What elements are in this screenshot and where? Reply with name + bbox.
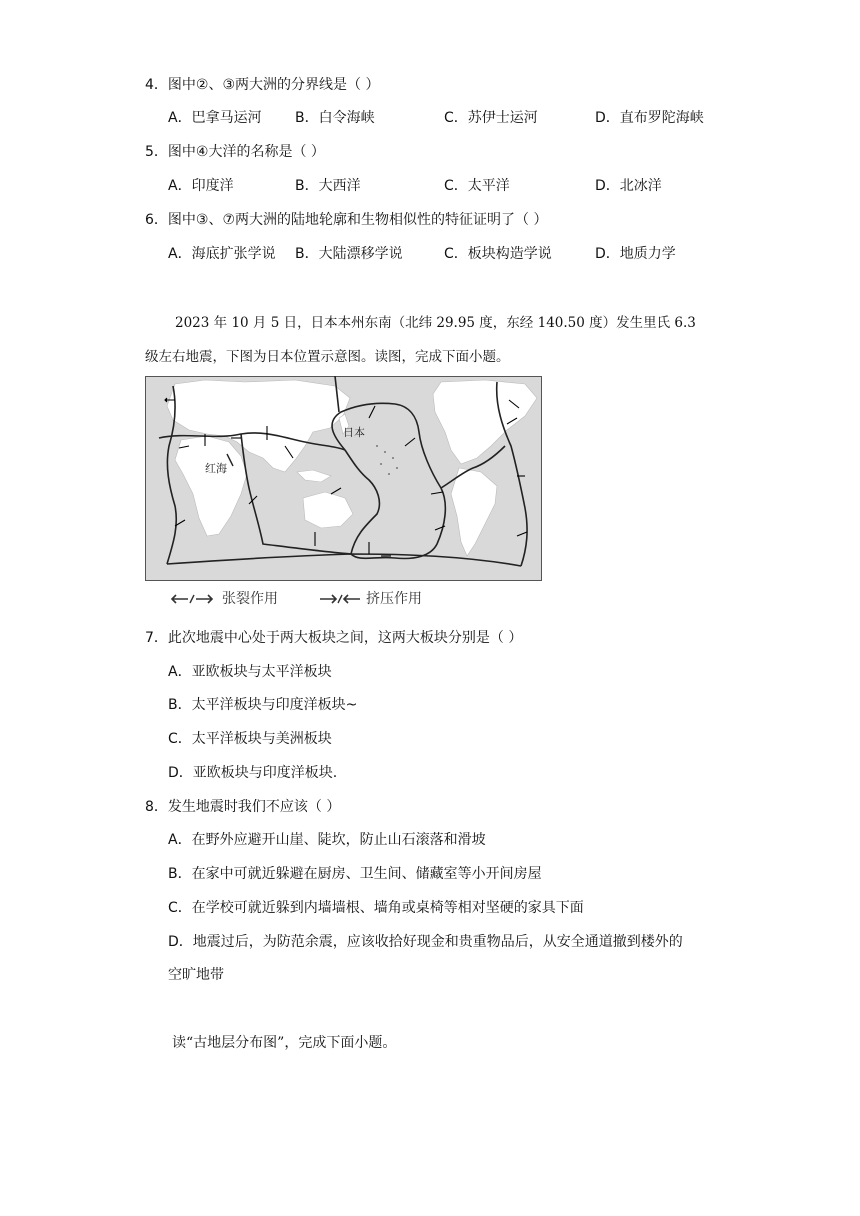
question-6-stem: 6．图中③、⑦两大洲的陆地轮廓和生物相似性的特征证明了（ ） bbox=[145, 212, 548, 228]
map-label-red-sea: 红海 bbox=[205, 463, 227, 475]
intro-line-1: 2023 年 10 月 5 日，日本本州东南（北纬 29.95 度，东经 140.50 度）发生里氏 6.3 bbox=[175, 315, 696, 331]
q8-option-c: C．在学校可就近躲到内墙墙根、墙角或桌椅等相对坚硬的家具下面 bbox=[168, 900, 584, 916]
outro-instruction: 读“古地层分布图”，完成下面小题。 bbox=[172, 1035, 397, 1051]
q4-option-b: B．白令海峡 bbox=[295, 110, 375, 126]
question-8-stem: 8．发生地震时我们不应该（ ） bbox=[145, 799, 341, 815]
question-5-stem: 5．图中④大洋的名称是（ ） bbox=[145, 144, 325, 160]
q5-option-a: A．印度洋 bbox=[168, 178, 234, 194]
legend-compress-label: 挤压作用 bbox=[366, 591, 422, 607]
legend-compress-icon bbox=[318, 591, 362, 607]
legend-rift-icon bbox=[170, 591, 214, 607]
q8-option-d-continued: 空旷地带 bbox=[168, 967, 224, 983]
q7-option-a: A．亚欧板块与太平洋板块 bbox=[168, 664, 332, 680]
q7-option-c: C．太平洋板块与美洲板块 bbox=[168, 731, 332, 747]
q5-option-c: C．太平洋 bbox=[444, 178, 510, 194]
q6-option-d: D．地质力学 bbox=[595, 246, 676, 262]
q8-option-b: B．在家中可就近躲避在厨房、卫生间、储藏室等小开间房屋 bbox=[168, 866, 542, 882]
q7-option-b: B．太平洋板块与印度洋板块~ bbox=[168, 697, 358, 713]
q4-option-a: A．巴拿马运河 bbox=[168, 110, 262, 126]
q5-option-b: B．大西洋 bbox=[295, 178, 361, 194]
plate-boundary-map bbox=[145, 376, 542, 581]
q4-option-d: D．直布罗陀海峡 bbox=[595, 110, 704, 126]
q8-option-d: D．地震过后，为防范余震，应该收拾好现金和贵重物品后，从安全通道撤到楼外的 bbox=[168, 934, 683, 950]
q4-option-c: C．苏伊士运河 bbox=[444, 110, 538, 126]
q8-option-a: A．在野外应避开山崖、陡坎，防止山石滚落和滑坡 bbox=[168, 832, 486, 848]
q5-option-d: D．北冰洋 bbox=[595, 178, 662, 194]
q6-option-a: A．海底扩张学说 bbox=[168, 246, 276, 262]
intro-line-2: 级左右地震，下图为日本位置示意图。读图，完成下面小题。 bbox=[145, 349, 510, 365]
legend-rift-label: 张裂作用 bbox=[222, 591, 278, 607]
map-label-japan: 日本 bbox=[343, 427, 365, 439]
q6-option-c: C．板块构造学说 bbox=[444, 246, 552, 262]
q7-option-d: D．亚欧板块与印度洋板块. bbox=[168, 765, 338, 781]
question-7-stem: 7．此次地震中心处于两大板块之间，这两大板块分别是（ ） bbox=[145, 630, 523, 646]
question-4-stem: 4．图中②、③两大洲的分界线是（ ） bbox=[145, 77, 380, 93]
q6-option-b: B．大陆漂移学说 bbox=[295, 246, 403, 262]
